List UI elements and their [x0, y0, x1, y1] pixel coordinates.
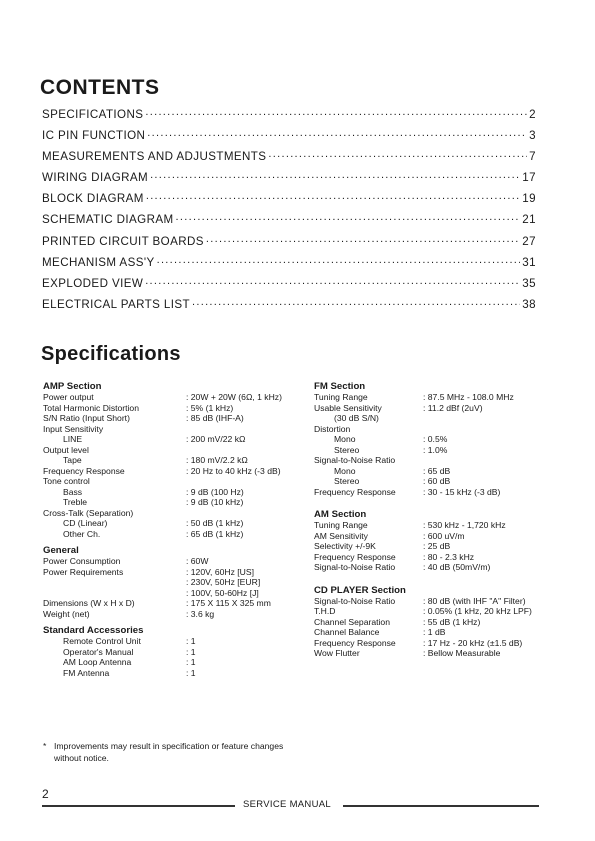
spec-label: Output level	[43, 444, 89, 455]
toc-item[interactable]	[42, 127, 536, 148]
spec-row	[314, 638, 564, 649]
contents-title: CONTENTS	[40, 76, 160, 99]
spec-value: : Bellow Measurable	[423, 648, 501, 658]
spec-row	[314, 552, 564, 563]
spec-row	[314, 424, 564, 435]
spec-label: Tuning Range	[314, 392, 368, 402]
cd-section-heading: CD PLAYER Section	[314, 584, 406, 596]
spec-value: : 65 dB	[423, 465, 451, 476]
note-text: Improvements may result in specification or feature changes without notice.	[54, 741, 284, 763]
toc-item-page: 7	[529, 150, 536, 164]
spec-label: Tuning Range	[314, 520, 368, 530]
spec-label	[43, 588, 186, 599]
toc-item-page: 19	[522, 192, 536, 206]
toc-item[interactable]	[42, 254, 536, 275]
toc-item[interactable]	[42, 106, 536, 127]
spec-value: : 9 dB (10 kHz)	[186, 497, 244, 507]
spec-value: : 0.5%	[423, 434, 448, 444]
spec-row	[43, 508, 305, 519]
spec-row	[314, 487, 564, 498]
toc-leader-dots	[147, 127, 527, 139]
spec-value: : 100V, 50-60Hz [J]	[186, 587, 259, 598]
spec-label: CD (Linear)	[63, 518, 108, 528]
spec-label: Signal-to-Noise Ratio	[314, 455, 396, 465]
spec-row	[314, 455, 564, 466]
spec-row	[43, 668, 305, 679]
spec-label: Other Ch.	[63, 528, 101, 539]
spec-label: S/N Ratio (Input Short)	[43, 413, 130, 423]
spec-row	[43, 445, 305, 456]
specs-right-column	[314, 381, 564, 659]
spec-label: Channel Balance	[314, 627, 380, 637]
spec-label: Mono	[334, 434, 356, 444]
spec-value: : 20 Hz to 40 kHz (-3 dB)	[186, 465, 281, 476]
spec-row	[314, 531, 564, 542]
spec-row	[314, 520, 564, 531]
spec-row	[314, 413, 564, 424]
spec-row	[43, 476, 305, 487]
toc-item-label: SCHEMATIC DIAGRAM	[42, 213, 174, 227]
toc-leader-dots	[268, 148, 527, 160]
spec-label: T.H.D	[314, 606, 336, 616]
spec-value: : 180 mV/2.2 kΩ	[186, 455, 248, 465]
spec-row	[43, 466, 305, 477]
spec-value: : 9 dB (100 Hz)	[186, 486, 244, 497]
spec-row	[314, 445, 564, 456]
spec-value: : 87.5 MHz - 108.0 MHz	[423, 392, 514, 402]
specs-left-column	[43, 381, 305, 678]
toc-item-label: BLOCK DIAGRAM	[42, 192, 144, 206]
spec-row	[43, 434, 305, 445]
spec-value: : 30 - 15 kHz (-3 dB)	[423, 486, 501, 497]
toc-item[interactable]	[42, 275, 536, 296]
spacer	[314, 497, 564, 509]
spec-label: Usable Sensitivity	[314, 402, 382, 413]
spec-value: : 17 Hz - 20 kHz (±1.5 dB)	[423, 637, 523, 648]
spec-value: : 1.0%	[423, 444, 448, 455]
spec-label: Tape	[63, 455, 82, 465]
accessories-section-heading: Standard Accessories	[43, 625, 144, 636]
spec-value: : 600 uV/m	[423, 530, 465, 541]
spec-row	[314, 434, 564, 445]
spec-label: Mono	[334, 465, 356, 476]
spec-value: : 1	[186, 657, 196, 667]
spec-label: FM Antenna	[63, 667, 110, 678]
spec-row	[43, 556, 305, 567]
spacer	[314, 573, 564, 585]
toc-item-label: ELECTRICAL PARTS LIST	[42, 297, 190, 311]
spec-value: : 25 dB	[423, 541, 451, 551]
toc-item-label: MEASUREMENTS AND ADJUSTMENTS	[42, 150, 267, 164]
spec-row	[43, 424, 305, 435]
toc-item-page: 3	[529, 129, 536, 143]
improvement-note	[43, 741, 303, 764]
spec-value	[423, 413, 564, 424]
spec-label: Frequency Response	[314, 637, 396, 648]
spec-value: : 11.2 dBf (2uV)	[423, 402, 483, 413]
spec-label: LINE	[63, 434, 83, 444]
spec-row	[314, 627, 564, 638]
spec-value: : 60W	[186, 556, 209, 566]
spec-value: : 5% (1 kHz)	[186, 402, 234, 413]
toc-leader-dots	[176, 211, 521, 223]
spec-row	[43, 636, 305, 647]
spec-label: Stereo	[334, 444, 360, 455]
specifications-title: Specifications	[41, 343, 181, 365]
spec-value: : 1	[186, 667, 196, 678]
spec-label: Weight (net)	[43, 608, 90, 619]
toc-item[interactable]	[42, 169, 536, 190]
spec-row	[43, 413, 305, 424]
toc-item-label: IC PIN FUNCTION	[42, 129, 146, 143]
spec-row	[314, 541, 564, 552]
spec-value: : 3.6 kg	[186, 608, 215, 619]
spec-label: Remote Control Unit	[63, 636, 141, 646]
spec-row	[314, 562, 564, 573]
spec-value: : 230V, 50Hz [EUR]	[186, 577, 261, 587]
toc-item-label: SPECIFICATIONS	[42, 108, 144, 121]
spec-row	[43, 529, 305, 540]
page-number: 2	[42, 787, 49, 801]
spec-value	[186, 445, 305, 456]
spec-row	[314, 648, 564, 659]
spec-label: Power output	[43, 392, 94, 402]
general-section-heading: General	[43, 545, 79, 556]
spec-row	[43, 455, 305, 466]
spec-row	[314, 476, 564, 487]
amp-section-heading: AMP Section	[43, 381, 102, 392]
spec-value: : 80 dB (with IHF "A" Filter)	[423, 595, 526, 606]
spec-value: : 85 dB (IHF-A)	[186, 413, 244, 423]
toc-item[interactable]	[42, 233, 536, 254]
spec-row	[43, 609, 305, 620]
spec-label: Dimensions (W x H x D)	[43, 598, 135, 608]
spec-label: Channel Separation	[314, 616, 390, 627]
toc-leader-dots	[157, 254, 521, 266]
spec-value: : 1	[186, 636, 196, 646]
spec-row	[43, 567, 305, 578]
toc-leader-dots	[145, 275, 520, 287]
am-section-heading: AM Section	[314, 509, 367, 520]
spec-label: AM Loop Antenna	[63, 657, 132, 667]
spec-label: Frequency Response	[43, 465, 125, 476]
spec-row	[43, 577, 305, 588]
spec-row	[314, 596, 564, 607]
toc-item[interactable]	[42, 211, 536, 232]
footer-rule-right	[343, 805, 539, 807]
toc-item-label: MECHANISM ASS'Y	[42, 255, 155, 269]
toc-item-page: 21	[522, 213, 536, 227]
spec-row	[43, 647, 305, 658]
toc-item[interactable]	[42, 190, 536, 211]
spec-row	[43, 497, 305, 508]
spec-label: Distortion	[314, 423, 351, 434]
spec-value: : 20W + 20W (6Ω, 1 kHz)	[186, 392, 282, 402]
spec-row	[43, 588, 305, 599]
spec-row	[43, 657, 305, 668]
toc-item-page: 38	[522, 297, 536, 311]
spec-value: : 1 dB	[423, 627, 446, 637]
spec-row	[43, 392, 305, 403]
spec-row	[43, 598, 305, 609]
spec-label: Frequency Response	[314, 551, 396, 562]
spec-label: Tone control	[43, 476, 90, 486]
spec-label: Treble	[63, 497, 88, 507]
toc-leader-dots	[150, 169, 520, 181]
toc-item-page: 27	[522, 234, 536, 248]
spec-label: Bass	[63, 486, 83, 497]
toc-leader-dots	[192, 296, 520, 308]
toc-item-page: 35	[522, 276, 536, 290]
toc-item-label: WIRING DIAGRAM	[42, 171, 149, 185]
spec-label: Wow Flutter	[314, 648, 360, 658]
spec-label: AM Sensitivity	[314, 530, 368, 541]
spec-value: : 530 kHz - 1,720 kHz	[423, 520, 506, 530]
note-bullet: *	[43, 741, 47, 751]
spec-label: (30 dB S/N)	[334, 413, 379, 423]
spec-value: : 55 dB (1 kHz)	[423, 616, 481, 627]
spec-value	[423, 424, 564, 435]
spec-value: : 200 mV/22 kΩ	[186, 434, 246, 444]
toc-item-page: 2	[529, 108, 536, 121]
toc-item-page: 17	[522, 171, 536, 185]
spec-label: Cross-Talk (Separation)	[43, 507, 134, 518]
spec-value: : 60 dB	[423, 476, 451, 486]
toc-leader-dots	[146, 190, 520, 202]
spec-label	[43, 577, 186, 588]
toc-leader-dots	[145, 106, 527, 118]
spec-row	[314, 617, 564, 628]
toc-leader-dots	[206, 233, 520, 245]
footer-rule-left	[42, 805, 235, 807]
spec-value	[186, 508, 305, 519]
spec-value: : 80 - 2.3 kHz	[423, 551, 475, 562]
spec-label: Stereo	[334, 476, 360, 486]
fm-section-heading: FM Section	[314, 381, 366, 392]
spec-label: Power Requirements	[43, 566, 124, 577]
spec-row	[314, 466, 564, 477]
spec-label: Signal-to-Noise Ratio	[314, 595, 396, 606]
spec-value: : 120V, 60Hz [US]	[186, 566, 254, 577]
spec-row	[314, 403, 564, 414]
spec-label: Power Consumption	[43, 556, 121, 566]
spec-row	[43, 518, 305, 529]
spec-value: : 50 dB (1 kHz)	[186, 518, 244, 528]
toc-item-label: EXPLODED VIEW	[42, 276, 144, 290]
spec-label: Signal-to-Noise Ratio	[314, 562, 396, 572]
spec-value	[186, 476, 305, 487]
table-of-contents	[42, 106, 536, 317]
toc-item[interactable]	[42, 296, 536, 317]
spec-value: : 1	[186, 646, 196, 657]
toc-item[interactable]	[42, 148, 536, 169]
toc-item-label: PRINTED CIRCUIT BOARDS	[42, 234, 204, 248]
spec-row	[43, 403, 305, 414]
spec-label: Input Sensitivity	[43, 423, 104, 434]
spec-label: Operator's Manual	[63, 646, 134, 657]
spec-row	[314, 606, 564, 617]
spec-value: : 40 dB (50mV/m)	[423, 562, 491, 572]
spec-value	[423, 455, 564, 466]
spec-label: Total Harmonic Distortion	[43, 402, 139, 413]
spec-label: Selectivity +/-9K	[314, 541, 376, 551]
spec-row	[43, 487, 305, 498]
spec-value	[186, 424, 305, 435]
toc-item-page: 31	[522, 255, 536, 269]
spec-value: : 175 X 115 X 325 mm	[186, 598, 271, 608]
spec-value: : 0.05% (1 kHz, 20 kHz LPF)	[423, 606, 532, 616]
spec-value: : 65 dB (1 kHz)	[186, 528, 244, 539]
footer-label: SERVICE MANUAL	[243, 799, 331, 810]
spec-label: Frequency Response	[314, 486, 396, 497]
spec-row	[314, 392, 564, 403]
